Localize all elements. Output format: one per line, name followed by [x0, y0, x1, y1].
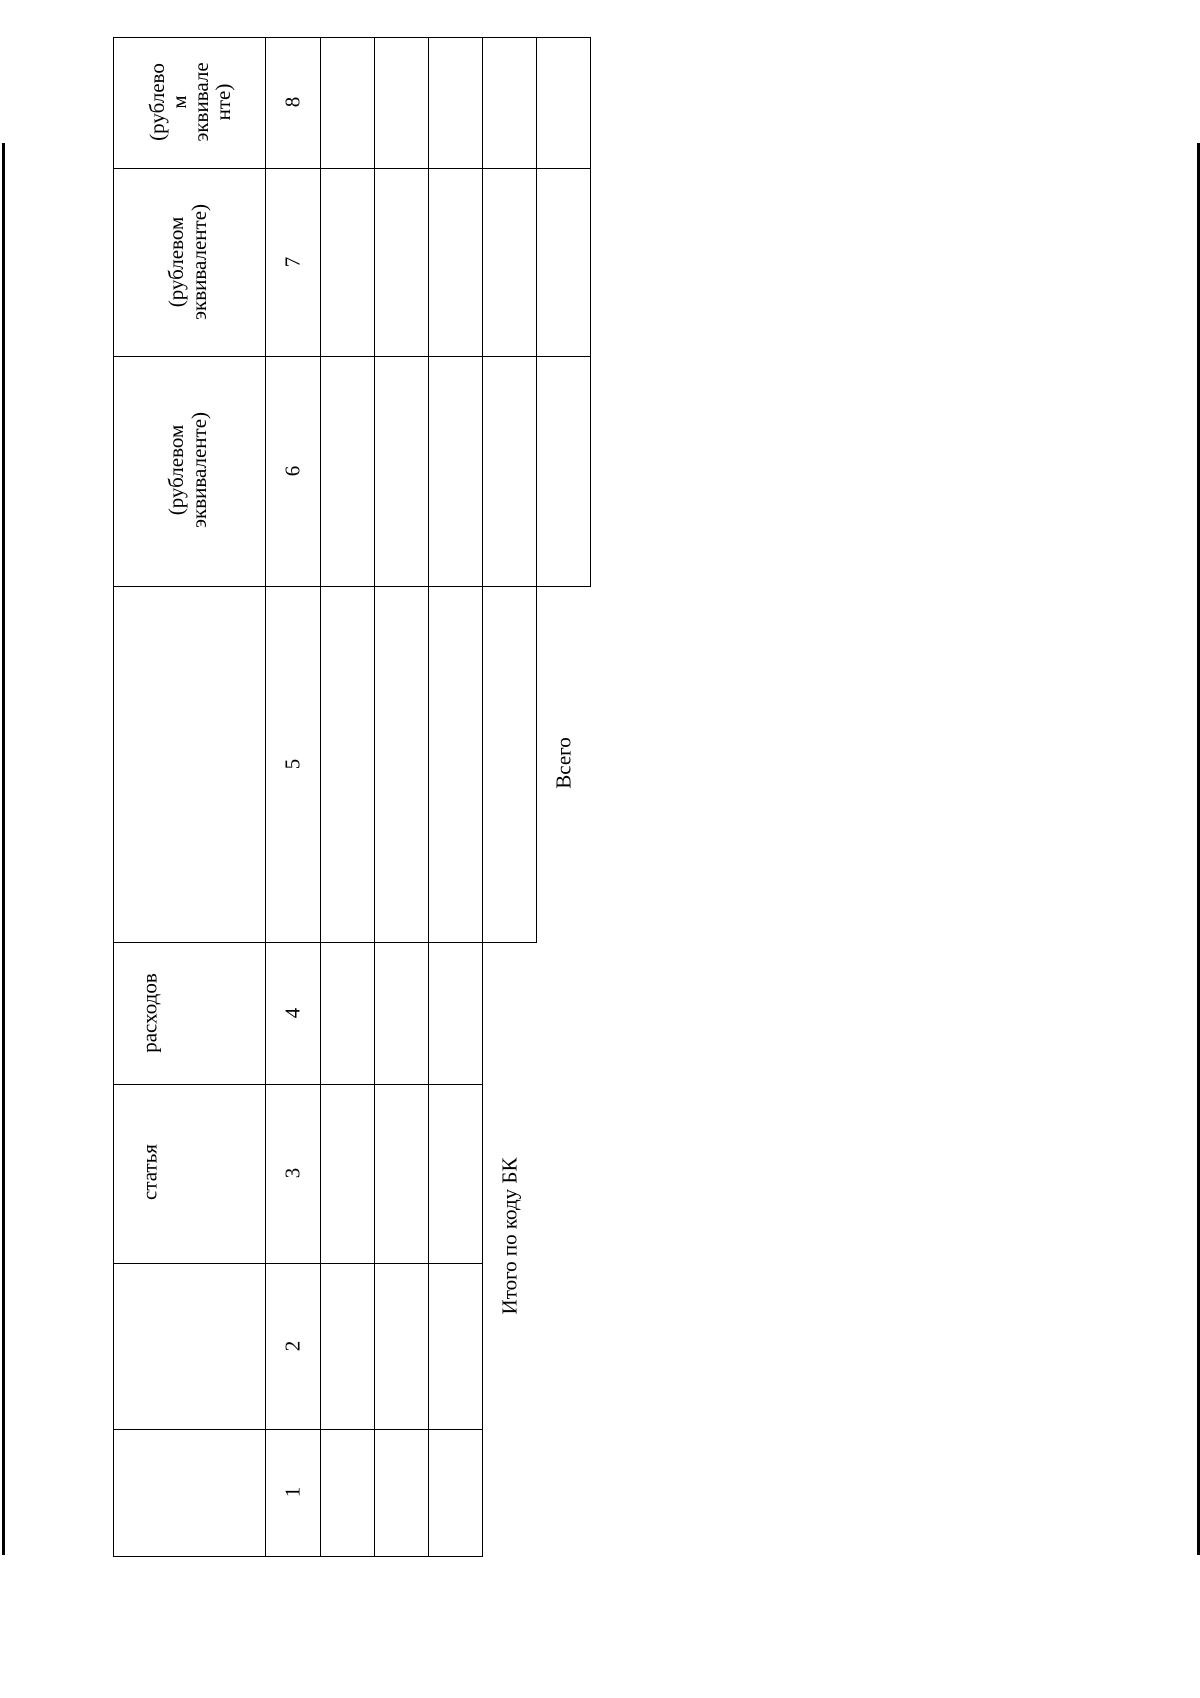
column-number-7: 7: [280, 256, 305, 268]
left-margin-rule: [2, 143, 5, 1555]
table-border-top: [113, 37, 591, 38]
row-border: [113, 942, 537, 943]
header-cell-statya: статья: [137, 1144, 162, 1200]
column-border: [320, 37, 321, 1557]
column-number-5: 5: [280, 758, 305, 770]
column-number-6: 6: [280, 465, 305, 477]
column-number-1: 1: [280, 1486, 305, 1498]
header-cell-rub-equivalent-6: (рублевом эквиваленте): [164, 411, 211, 529]
header-cell-rub-equivalent-7: (рублевом эквиваленте): [164, 203, 211, 321]
row-border: [113, 1084, 482, 1085]
column-number-2: 2: [280, 1340, 305, 1352]
column-border: [482, 37, 483, 1557]
row-border: [113, 1263, 482, 1264]
header-cell-rub-equivalent-8: (рублево м эквивале нте): [145, 62, 235, 142]
column-border: [536, 37, 537, 943]
table-border-left: [113, 37, 114, 1557]
row-border: [113, 1429, 482, 1430]
row-border: [113, 356, 591, 357]
table-border-bottom: [113, 1556, 482, 1557]
column-border: [374, 37, 375, 1557]
subtotal-label: Итого по коду БК: [497, 1157, 522, 1315]
column-border: [265, 37, 266, 1557]
column-number-4: 4: [280, 1007, 305, 1019]
row-border: [113, 168, 591, 169]
header-cell-raskhodov: расходов: [137, 973, 162, 1053]
table-border-right: [590, 37, 591, 587]
column-border: [428, 37, 429, 1557]
column-number-3: 3: [280, 1167, 305, 1179]
column-number-8: 8: [280, 96, 305, 108]
row-border: [113, 586, 591, 587]
total-label: Всего: [551, 737, 576, 789]
